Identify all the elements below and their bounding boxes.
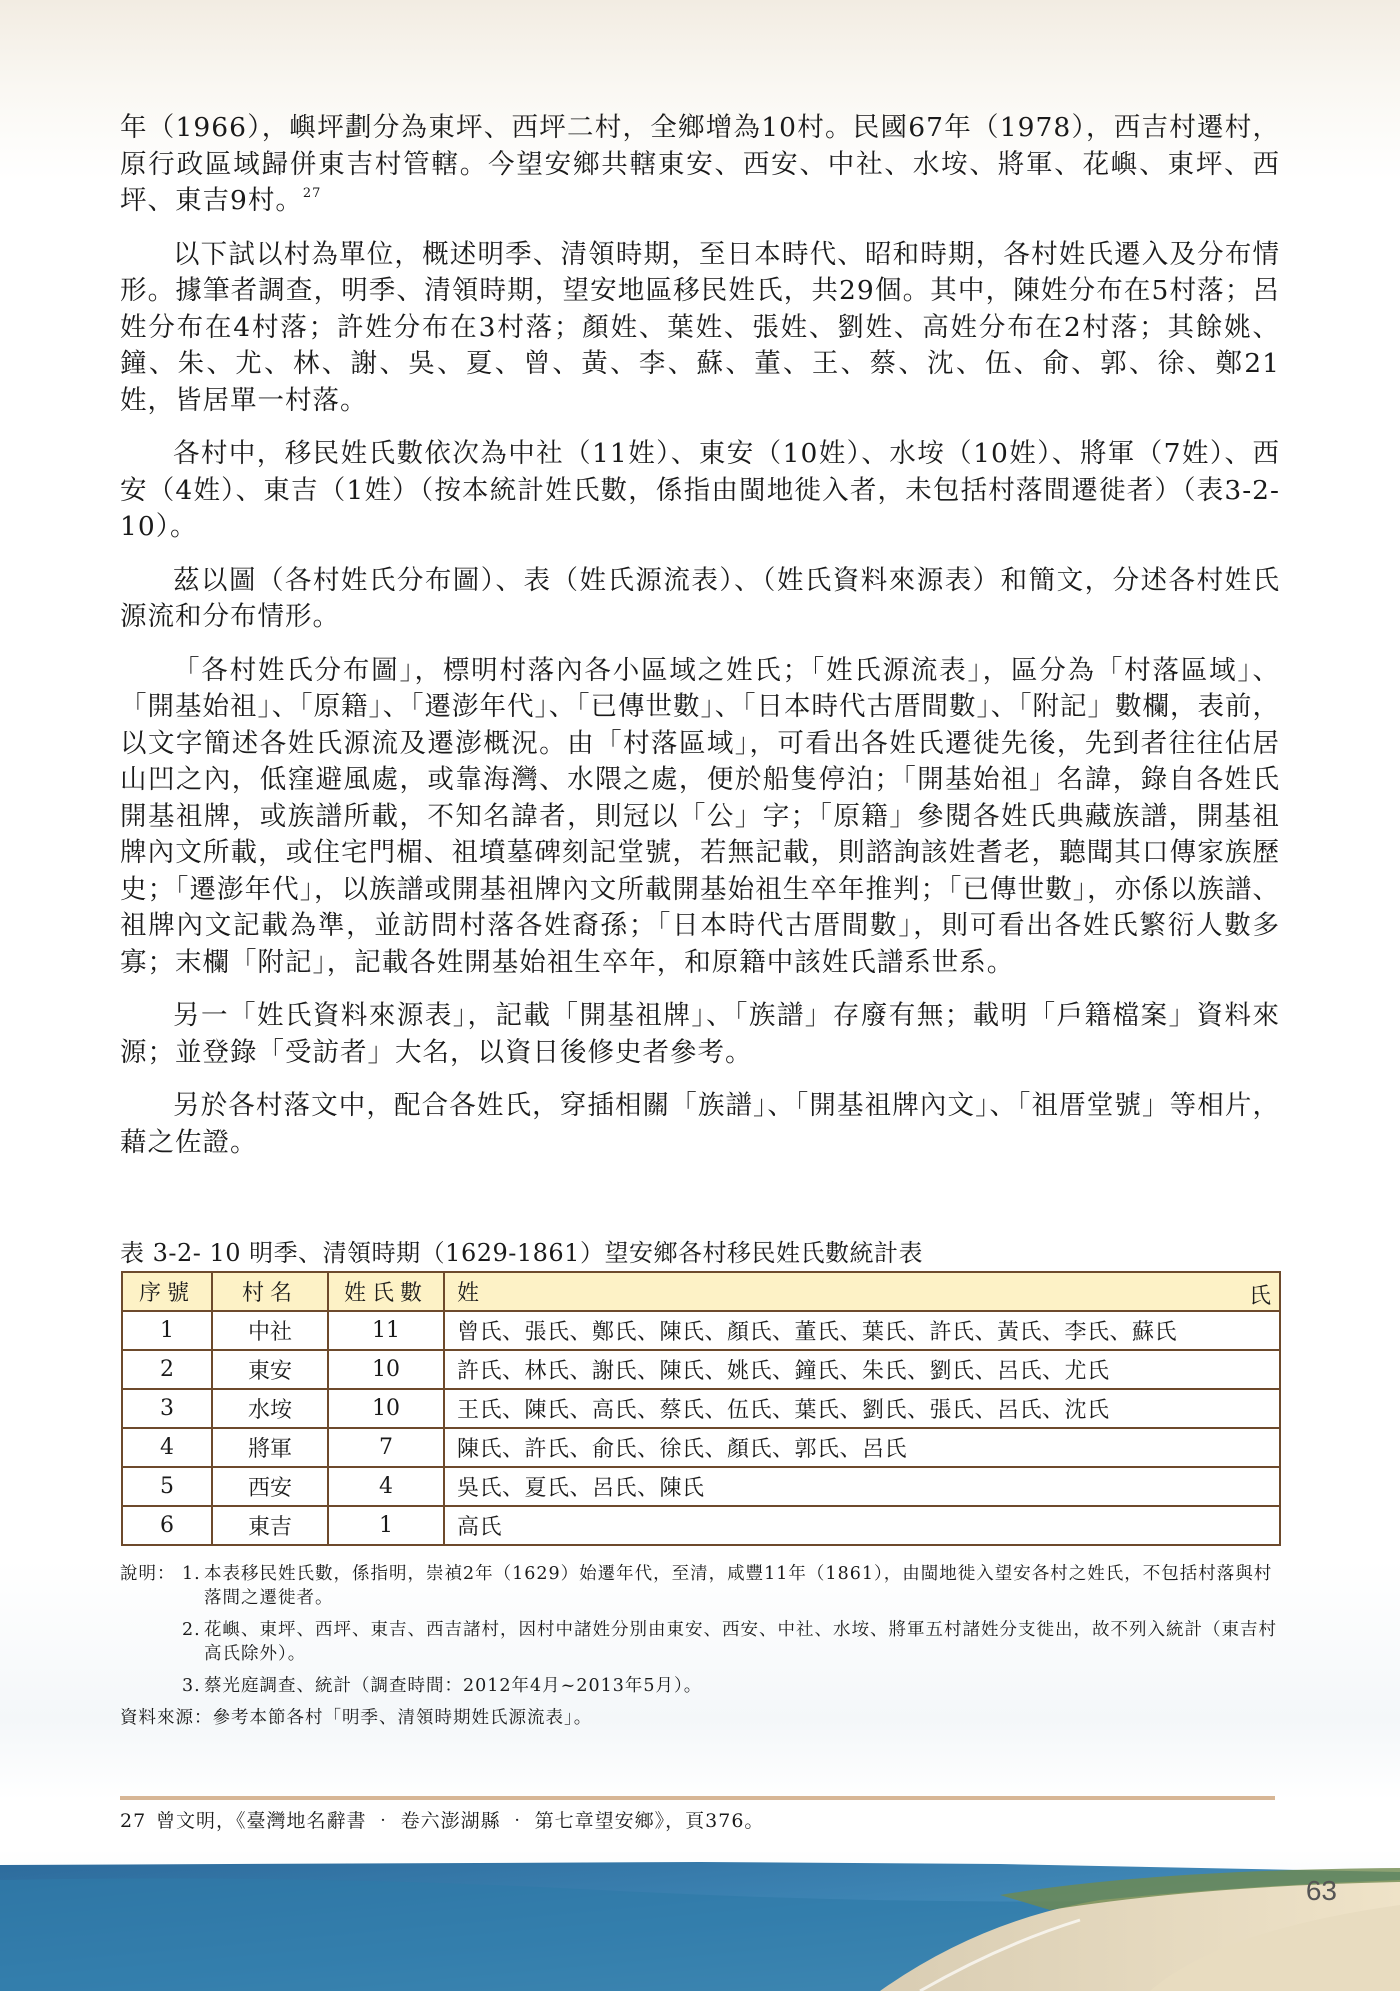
paragraph-text: 年（1966），嶼坪劃分為東坪、西坪二村，全鄉增為10村。民國67年（1978），西吉村遷村，原行政區域歸併東吉村管轄。今望安鄉共轄東安、西安、中社、水垵、將軍、花嶼、東坪、西坪、東吉9村。: [120, 112, 1280, 216]
table-row: [122, 1506, 1280, 1545]
note-item: [120, 1618, 1280, 1666]
col-header-village: 村名: [212, 1272, 328, 1311]
cell-village: 中社: [212, 1311, 328, 1350]
cell-village: 東吉: [212, 1506, 328, 1545]
paragraph: 另一「姓氏資料來源表」，記載「開基祖牌」、「族譜」存廢有無；載明「戶籍檔案」資料來源；並登錄「受訪者」大名，以資日後修史者參考。: [120, 1000, 1280, 1068]
cell-count: 7: [328, 1428, 444, 1467]
footnote-text: 曾文明，《臺灣地名辭書 ‧ 卷六澎湖縣 ‧ 第七章望安鄉》，頁376。: [156, 1810, 765, 1832]
table-row: [122, 1311, 1280, 1350]
paragraph: 另於各村落文中，配合各姓氏，穿插相關「族譜」、「開基祖牌內文」、「祖厝堂號」等相片，藉之佐證。: [120, 1090, 1280, 1158]
note-text: 本表移民姓氏數，係指明，崇禎2年（1629）始遷年代，至清，咸豐11年（1861），由閩地徙入望安各村之姓氏，不包括村落與村落間之遷徙者。: [204, 1564, 1273, 1608]
table-notes: [120, 1562, 1280, 1730]
cell-surnames: 王氏、陳氏、高氏、蔡氏、伍氏、葉氏、劉氏、張氏、呂氏、沈氏: [444, 1389, 1280, 1428]
cell-count: 10: [328, 1350, 444, 1389]
cell-no: 4: [122, 1428, 212, 1467]
table-caption: 表 3-2- 10 明季、清領時期（1629-1861）望安鄉各村移民姓氏數統計表: [120, 1239, 923, 1267]
table-row: [122, 1428, 1280, 1467]
col-header-no: 序號: [122, 1272, 212, 1311]
cell-village: 水垵: [212, 1389, 328, 1428]
cell-village: 西安: [212, 1467, 328, 1506]
note-text: 蔡光庭調查、統計（調查時間：2012年4月~2013年5月）。: [204, 1676, 703, 1696]
table-header-row: [122, 1272, 1280, 1311]
col-header-surnames-start: 姓: [457, 1281, 486, 1306]
cell-count: 11: [328, 1311, 444, 1350]
note-number: 2.: [182, 1620, 201, 1640]
body-text: [120, 110, 1280, 1178]
note-item: [120, 1562, 1280, 1610]
note-item: [120, 1674, 1280, 1698]
notes-label: 說明：: [120, 1564, 176, 1584]
table-row: [122, 1389, 1280, 1428]
note-number: 3.: [182, 1676, 201, 1696]
cell-no: 6: [122, 1506, 212, 1545]
cell-count: 4: [328, 1467, 444, 1506]
paragraph: [120, 110, 1280, 220]
cell-no: 5: [122, 1467, 212, 1506]
col-header-surnames: [444, 1272, 1280, 1311]
paragraph: 以下試以村為單位，概述明季、清領時期，至日本時代、昭和時期，各村姓氏遷入及分布情形。據筆者調查，明季、清領時期，望安地區移民姓氏，共29個。其中，陳姓分布在5村落；呂姓分布在4村落；許姓分布在3村落；顏姓、葉姓、張姓、劉姓、高姓分布在2村落；其餘姚、鐘、朱、尤、林、謝、吳、夏、曾、黃、李、蘇、董、王、蔡、沈、伍、俞、郭、徐、鄭21姓，皆居單一村落。: [120, 238, 1280, 416]
cell-village: 將軍: [212, 1428, 328, 1467]
cell-count: 10: [328, 1389, 444, 1428]
cell-surnames: 陳氏、許氏、俞氏、徐氏、顏氏、郭氏、呂氏: [444, 1428, 1280, 1467]
col-header-surnames-end: 氏: [1248, 1284, 1271, 1309]
footnote-rule: [120, 1796, 1275, 1800]
paragraph: 茲以圖（各村姓氏分布圖）、表（姓氏源流表）、（姓氏資料來源表）和簡文，分述各村姓氏源流和分布情形。: [120, 564, 1280, 632]
cell-surnames: 曾氏、張氏、鄭氏、陳氏、顏氏、董氏、葉氏、許氏、黃氏、李氏、蘇氏: [444, 1311, 1280, 1350]
cell-surnames: 吳氏、夏氏、呂氏、陳氏: [444, 1467, 1280, 1506]
cell-surnames: 許氏、林氏、謝氏、陳氏、姚氏、鐘氏、朱氏、劉氏、呂氏、尤氏: [444, 1350, 1280, 1389]
table-row: [122, 1350, 1280, 1389]
cell-no: 2: [122, 1350, 212, 1389]
cell-village: 東安: [212, 1350, 328, 1389]
col-header-count: 姓氏數: [328, 1272, 444, 1311]
paragraph: 「各村姓氏分布圖」，標明村落內各小區域之姓氏；「姓氏源流表」，區分為「村落區域」、「開基始祖」、「原籍」、「遷澎年代」、「已傳世數」、「日本時代古厝間數」、「附記」數欄，表前，以文字簡述各姓氏源流及遷澎概況。由「村落區域」，可看出各姓氏遷徙先後，先到者往往佔居山凹之內，低窪避風處，或靠海灣、水隈之處，便於船隻停泊；「開基始祖」名諱，錄自各姓氏開基祖牌，或族譜所載，不知名諱者，則冠以「公」字；「原籍」參閱各姓氏典藏族譜，開基祖牌內文所載，或住宅門楣、祖墳墓碑刻記堂號，若無記載，則諮詢該姓耆老，聽聞其口傳家族歷史；「遷澎年代」，以族譜或開基祖牌內文所載開基始祖生卒年推判；「已傳世數」，亦係以族譜、祖牌內文記載為準，並訪問村落各姓裔孫；「日本時代古厝間數」，則可看出各姓氏繁衍人數多寡；末欄「附記」，記載各姓開基始祖生卒年，和原籍中該姓氏譜系世系。: [120, 654, 1280, 978]
page-number: 63: [1305, 1875, 1337, 1906]
coastline-photo: [0, 1850, 1400, 1991]
data-source-note: 資料來源：參考本節各村「明季、清領時期姓氏源流表」。: [120, 1708, 593, 1728]
cell-no: 1: [122, 1311, 212, 1350]
table-row: [122, 1467, 1280, 1506]
footnote-ref[interactable]: 27: [302, 186, 322, 201]
cell-count: 1: [328, 1506, 444, 1545]
footnote-number: 27: [120, 1810, 147, 1832]
note-number: 1.: [182, 1564, 201, 1584]
surname-stats-table: [121, 1271, 1281, 1546]
paragraph: 各村中，移民姓氏數依次為中社（11姓）、東安（10姓）、水垵（10姓）、將軍（7姓）、西安（4姓）、東吉（1姓）（按本統計姓氏數，係指由閩地徙入者，未包括村落間遷徙者）（表3-2-10）。: [120, 438, 1280, 542]
footnote: [120, 1806, 1280, 1833]
cell-surnames: 高氏: [444, 1506, 1280, 1545]
cell-no: 3: [122, 1389, 212, 1428]
note-text: 花嶼、東坪、西坪、東吉、西吉諸村，因村中諸姓分別由東安、西安、中社、水垵、將軍五村諸姓分支徙出，故不列入統計（東吉村高氏除外）。: [204, 1620, 1277, 1664]
